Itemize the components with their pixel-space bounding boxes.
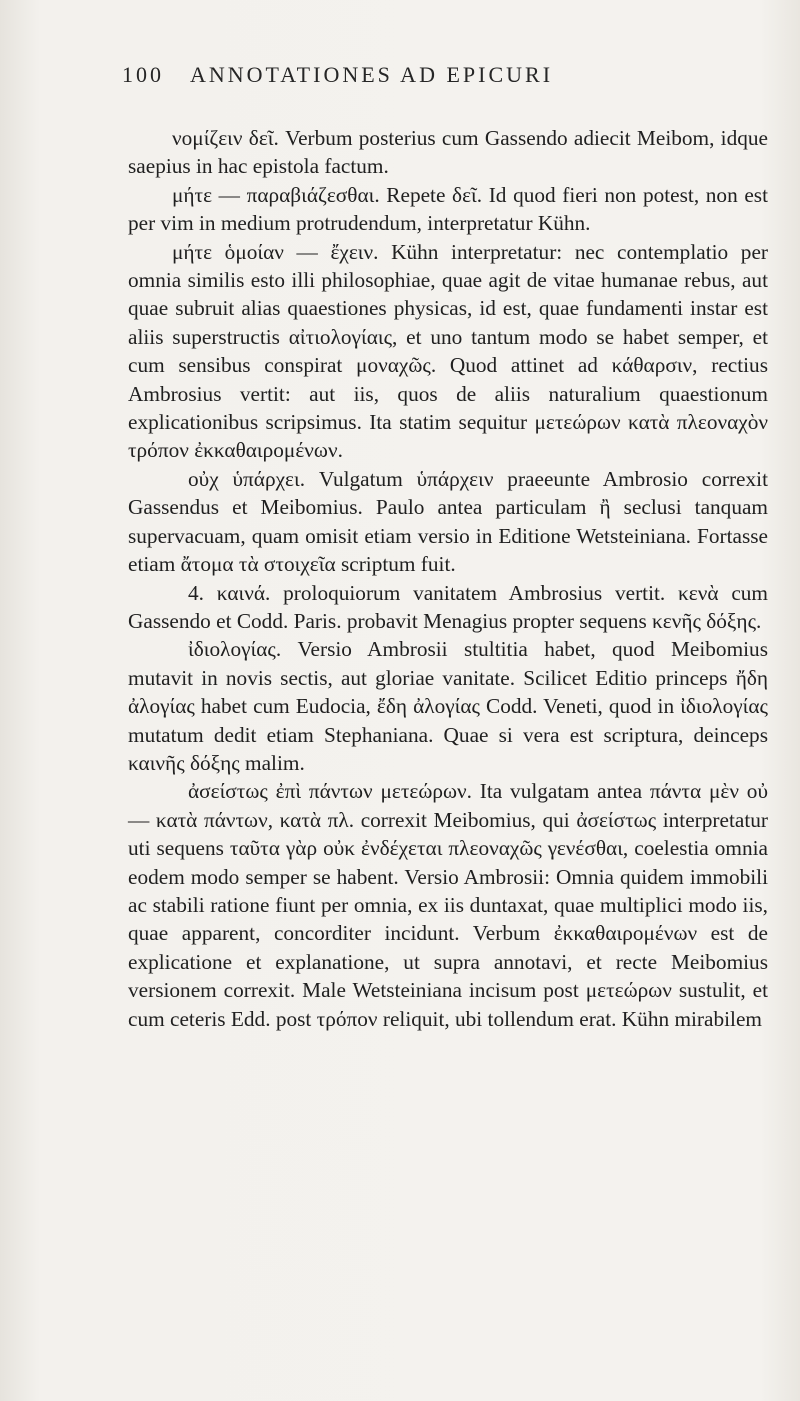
paragraph-2: μήτε — παραβιάζεσθαι. Repete δεῖ. Id quod fieri non potest, non est per vim in medium protrudendum, interpretatur Kühn. <box>128 182 768 236</box>
text-body <box>128 124 768 1033</box>
running-title: ANNOTATIONES AD EPICURI <box>190 62 554 87</box>
paragraph-3: μήτε ὁμοίαν — ἔχειν. Kühn interpretatur: nec contemplatio per omnia similis esto illi philosophiae, quae agit de vitae humanae rebus, aut quae subruit alias quaestiones physicas, id est, quae fundamenti instar est aliis superstructis αἰτιολογίαις, et uno tantum modo se habet semper, et cum sensibus conspirat μοναχῶς. Quod attinet ad κάθαρσιν, rectius Ambrosius vertit: aut iis, quos de aliis naturalium quaestionum explicationibus scripsimus. Ita statim sequitur μετεώρων κατὰ πλεοναχὸν τρόπον ἐκκαθαιρομένων. <box>128 239 768 463</box>
paragraph-6: ἰδιολογίας. Versio Ambrosii stultitia habet, quod Meibomius mutavit in novis sectis, aut gloriae vanitate. Scilicet Editio princeps ἤδη ἀλογίας habet cum Eudocia, ἔδη ἀλογίας Codd. Veneti, quod in ἰδιολογίας mutatum dedit etiam Stephaniana. Quae si vera est scriptura, deinceps καινῆς δόξης malim. <box>128 637 768 775</box>
page-number: 100 <box>122 62 164 87</box>
running-header <box>122 62 682 88</box>
paragraph-4: οὐχ ὑπάρχει. Vulgatum ὑπάρχειν praeeunte Ambrosio correxit Gassendus et Meibomius. Paulo antea particulam ἢ seclusi tanquam supervacuam, quam omisit etiam versio in Editione Wetsteiniana. Fortasse etiam ἄτομα τὰ στοιχεῖα scriptum fuit. <box>128 466 768 577</box>
paragraph-5: 4. καινά. proloquiorum vanitatem Ambrosius vertit. κενὰ cum Gassendo et Codd. Paris. probavit Menagius propter sequens κενῆς δόξης. <box>128 580 768 633</box>
paragraph-1: νομίζειν δεῖ. Verbum posterius cum Gassendo adiecit Meibom, idque saepius in hac epistola factum. <box>128 126 768 179</box>
paragraph-7: ἀσείστως ἐπὶ πάντων μετεώρων. Ita vulgatam antea πάντα μὲν οὐ — κατὰ πάντων, κατὰ πλ. correxit Meibomius, qui ἀσείστως interpretatur uti sequens ταῦτα γὰρ οὐκ ἐνδέχεται πλεοναχῶς γενέσθαι, coelestia omnia eodem modo semper se habent. Versio Ambrosii: Omnia quidem immobili ac stabili ratione fiunt per omnia, ex iis duntaxat, quae multiplici modo iis, quae apparent, concorditer incidunt. Verbum ἐκκαθαιρομένων est de explicatione et explanatione, ut supra annotavi, et recte Meibomius versionem correxit. Male Wetsteiniana incisum post μετεώρων sustulit, et cum ceteris Edd. post τρόπον reliquit, ubi tollendum erat. Kühn mirabilem <box>128 779 768 1031</box>
